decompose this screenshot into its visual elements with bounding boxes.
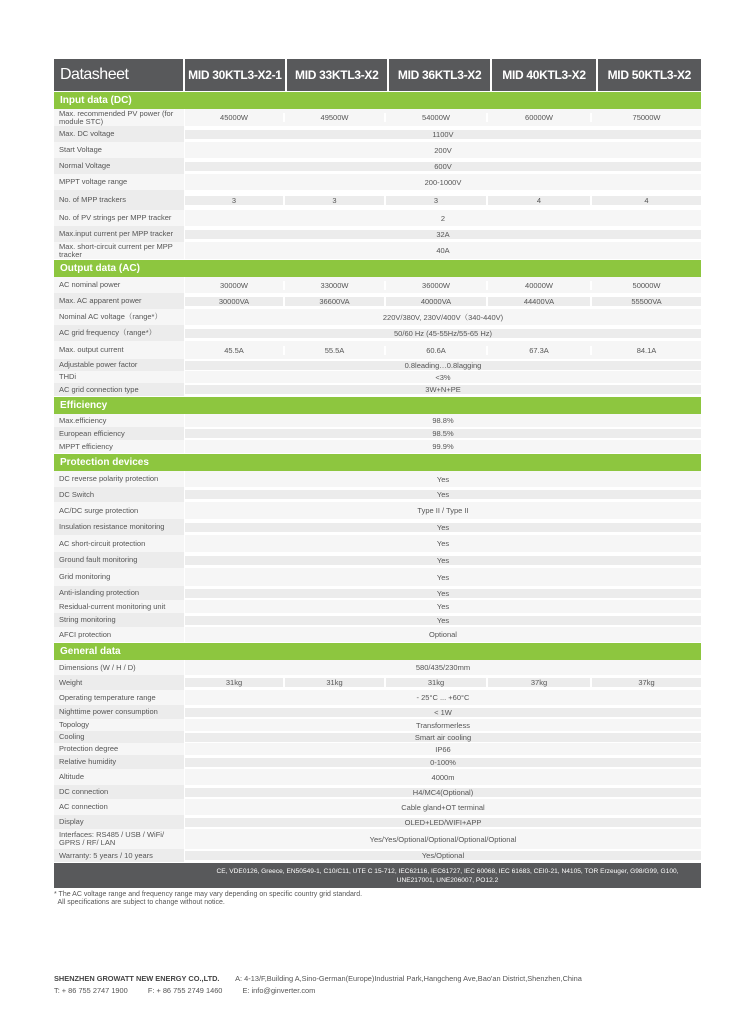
spec-row [54, 242, 701, 259]
spec-row [54, 158, 701, 174]
model-header: MID 36KTL3-X2 [389, 59, 490, 91]
spec-value: 32A [185, 230, 701, 239]
model-header: MID 33KTL3-X2 [287, 59, 387, 91]
spec-row [54, 309, 701, 325]
company-name: SHENZHEN GROWATT NEW ENERGY CO.,LTD. [54, 974, 220, 983]
spec-value: 67.3A [488, 346, 592, 355]
spec-row [54, 293, 701, 309]
spec-label: Cooling [54, 731, 185, 743]
spec-value: 30000W [185, 281, 285, 290]
spec-value: IP66 [185, 745, 701, 754]
spec-row [54, 190, 701, 210]
spec-label: AC grid connection type [54, 383, 185, 396]
spec-row [54, 210, 701, 226]
spec-label: DC Switch [54, 487, 185, 502]
spec-label: Max. AC apparent power [54, 293, 185, 309]
spec-value: Yes [185, 602, 701, 611]
spec-row [54, 705, 701, 719]
spec-value: 31kg [285, 678, 386, 687]
spec-value: 31kg [185, 678, 285, 687]
spec-row [54, 743, 701, 755]
spec-row [54, 675, 701, 690]
spec-row [54, 627, 701, 642]
section-header: Output data (AC) [54, 260, 701, 277]
spec-label: Ground fault monitoring [54, 552, 185, 568]
spec-label: Protection degree [54, 743, 185, 755]
spec-row [54, 359, 701, 371]
spec-row [54, 277, 701, 293]
spec-row [54, 600, 701, 613]
spec-row [54, 487, 701, 502]
spec-label: Warranty: 5 years / 10 years [54, 849, 185, 862]
spec-value: 75000W [592, 113, 701, 122]
spec-row [54, 341, 701, 359]
spec-label: DC connection [54, 785, 185, 799]
table-body [54, 92, 701, 862]
spec-value: 60000W [488, 113, 592, 122]
spec-value: Yes/Yes/Optional/Optional/Optional/Optional [185, 835, 701, 844]
spec-label: Max. DC voltage [54, 126, 185, 142]
spec-row [54, 849, 701, 862]
spec-value: 54000W [386, 113, 488, 122]
certifications-bar: CE, VDE0126, Greece, EN50549-1, C10/C11, UTE C 15-712, IEC62116, IEC61727, IEC 60068, IEC 61683, CEI0-21, N4105, TOR Erzeuger, G98/G99, G100, UNE217001, UNE206007, PO12.2 [54, 863, 701, 888]
spec-value: - 25°C ... +60°C [185, 693, 701, 702]
spec-row [54, 568, 701, 586]
spec-label: Insulation resistance monitoring [54, 519, 185, 535]
spec-row [54, 731, 701, 743]
spec-value: < 1W [185, 708, 701, 717]
spec-value: Cable gland+OT terminal [185, 803, 701, 812]
spec-row [54, 769, 701, 785]
spec-label: Altitude [54, 769, 185, 785]
table-header [54, 59, 701, 91]
spec-value: 37kg [592, 678, 701, 687]
spec-label: AC nominal power [54, 277, 185, 293]
spec-row [54, 174, 701, 190]
spec-value: 36600VA [285, 297, 386, 306]
spec-value: 49500W [285, 113, 386, 122]
spec-value: 44400VA [488, 297, 592, 306]
spec-label: THDi [54, 371, 185, 383]
spec-row [54, 502, 701, 519]
spec-row [54, 414, 701, 427]
spec-label: No. of PV strings per MPP tracker [54, 210, 185, 226]
company-footer [54, 973, 600, 997]
spec-row [54, 613, 701, 627]
spec-value: Yes [185, 616, 701, 625]
company-phone: T: + 86 755 2747 1900 [54, 986, 128, 995]
spec-value: 4 [488, 196, 592, 205]
spec-value: 580/435/230mm [185, 663, 701, 672]
spec-row [54, 829, 701, 849]
spec-row [54, 815, 701, 829]
spec-value: Yes [185, 573, 701, 582]
spec-row [54, 586, 701, 600]
spec-value: 4 [592, 196, 701, 205]
spec-value: Yes [185, 475, 701, 484]
spec-value: 37kg [488, 678, 592, 687]
spec-label: Nighttime power consumption [54, 705, 185, 719]
spec-row [54, 519, 701, 535]
spec-label: String monitoring [54, 613, 185, 627]
spec-value: 200-1000V [185, 178, 701, 187]
spec-label: Dimensions (W / H / D) [54, 660, 185, 675]
spec-value: 50000W [592, 281, 701, 290]
spec-value: Smart air cooling [185, 733, 701, 742]
spec-label: Nominal AC voltage（range*） [54, 309, 185, 325]
section-header: Input data (DC) [54, 92, 701, 109]
spec-label: AC short-circuit protection [54, 535, 185, 552]
spec-value: 60.6A [386, 346, 488, 355]
spec-value: 2 [185, 214, 701, 223]
spec-label: Start Voltage [54, 142, 185, 158]
spec-value: Yes/Optional [185, 851, 701, 860]
spec-label: European efficiency [54, 427, 185, 440]
spec-value: Yes [185, 556, 701, 565]
spec-value: 33000W [285, 281, 386, 290]
spec-row [54, 126, 701, 142]
spec-label: Max.efficiency [54, 414, 185, 427]
spec-value: 30000VA [185, 297, 285, 306]
spec-value: 4000m [185, 773, 701, 782]
spec-row [54, 226, 701, 242]
spec-value: 40A [185, 246, 701, 255]
spec-value: 45.5A [185, 346, 285, 355]
spec-value: Optional [185, 630, 701, 639]
spec-value: OLED+LED/WIFI+APP [185, 818, 701, 827]
spec-row [54, 552, 701, 568]
spec-label: Relative humidity [54, 755, 185, 769]
spec-label: No. of MPP trackers [54, 190, 185, 210]
spec-value: 36000W [386, 281, 488, 290]
spec-value: 45000W [185, 113, 285, 122]
spec-value: 0.8leading…0.8lagging [185, 361, 701, 370]
spec-value: 1100V [185, 130, 701, 139]
spec-value: 98.5% [185, 429, 701, 438]
spec-value: 84.1A [592, 346, 701, 355]
company-fax: F: + 86 755 2749 1460 [147, 986, 223, 995]
spec-row [54, 471, 701, 487]
spec-value: 3 [185, 196, 285, 205]
spec-value: 40000VA [386, 297, 488, 306]
company-address: A: 4-13/F,Building A,Sino-German(Europe)Industrial Park,Hangcheng Ave,Bao'an District,Shenzhen,China [235, 974, 582, 983]
footnote: * The AC voltage range and frequency range may vary depending on specific country grid standard. [54, 891, 363, 898]
spec-label: AC connection [54, 799, 185, 815]
spec-value: 99.9% [185, 442, 701, 451]
spec-label: Topology [54, 719, 185, 731]
spec-row [54, 371, 701, 383]
company-email: E: info@ginverter.com [242, 986, 316, 995]
spec-row [54, 755, 701, 769]
spec-value: 55.5A [285, 346, 386, 355]
footnotes [54, 891, 701, 907]
spec-value: Yes [185, 490, 701, 499]
spec-value: 0-100% [185, 758, 701, 767]
section-header: General data [54, 643, 701, 660]
model-header: MID 40KTL3-X2 [492, 59, 595, 91]
spec-value: 3W+N+PE [185, 385, 701, 394]
spec-row [54, 325, 701, 341]
spec-value: 600V [185, 162, 701, 171]
spec-label: MPPT efficiency [54, 440, 185, 453]
spec-label: Residual-current monitoring unit [54, 600, 185, 613]
spec-row [54, 440, 701, 453]
spec-label: Max. short-circuit current per MPP tracker [54, 242, 185, 259]
spec-label: DC reverse polarity protection [54, 471, 185, 487]
spec-row [54, 719, 701, 731]
spec-row [54, 142, 701, 158]
spec-row [54, 427, 701, 440]
model-header: MID 50KTL3-X2 [598, 59, 701, 91]
spec-row [54, 383, 701, 396]
datasheet-table [54, 59, 701, 907]
spec-value: Type II / Type II [185, 506, 701, 515]
spec-label: Operating temperature range [54, 690, 185, 705]
spec-label: AC grid frequency（range*） [54, 325, 185, 341]
spec-label: Max.input current per MPP tracker [54, 226, 185, 242]
spec-row [54, 660, 701, 675]
spec-value: 220V/380V, 230V/400V（340-440V) [185, 312, 701, 323]
datasheet-title: Datasheet [54, 59, 183, 91]
spec-value: 50/60 Hz (45-55Hz/55-65 Hz) [185, 329, 701, 338]
spec-row [54, 785, 701, 799]
spec-row [54, 535, 701, 552]
spec-label: Adjustable power factor [54, 359, 185, 371]
spec-value: Yes [185, 589, 701, 598]
spec-value: Yes [185, 523, 701, 532]
spec-label: Interfaces: RS485 / USB / WiFi/ GPRS / RF/ LAN [54, 829, 185, 849]
spec-value: 40000W [488, 281, 592, 290]
section-header: Protection devices [54, 454, 701, 471]
spec-value: H4/MC4(Optional) [185, 788, 701, 797]
spec-label: AC/DC surge protection [54, 502, 185, 519]
spec-value: 200V [185, 146, 701, 155]
spec-label: Max. recommended PV power (for module STC) [54, 109, 185, 126]
model-header: MID 30KTL3-X2-1 [185, 59, 284, 91]
spec-value: Yes [185, 539, 701, 548]
spec-label: Max. output current [54, 341, 185, 359]
section-header: Efficiency [54, 397, 701, 414]
spec-value: <3% [185, 373, 701, 382]
spec-value: 31kg [386, 678, 488, 687]
spec-row [54, 690, 701, 705]
spec-value: 98.8% [185, 416, 701, 425]
spec-label: Grid monitoring [54, 568, 185, 586]
spec-label: Weight [54, 675, 185, 690]
spec-label: Anti-islanding protection [54, 586, 185, 600]
footnote: All specifications are subject to change without notice. [54, 899, 225, 906]
spec-value: 3 [386, 196, 488, 205]
spec-row [54, 109, 701, 126]
spec-label: Normal Voltage [54, 158, 185, 174]
spec-value: 55500VA [592, 297, 701, 306]
spec-label: Display [54, 815, 185, 829]
spec-value: Transformerless [185, 721, 701, 730]
spec-label: AFCI protection [54, 627, 185, 642]
spec-value: 3 [285, 196, 386, 205]
spec-row [54, 799, 701, 815]
spec-label: MPPT voltage range [54, 174, 185, 190]
